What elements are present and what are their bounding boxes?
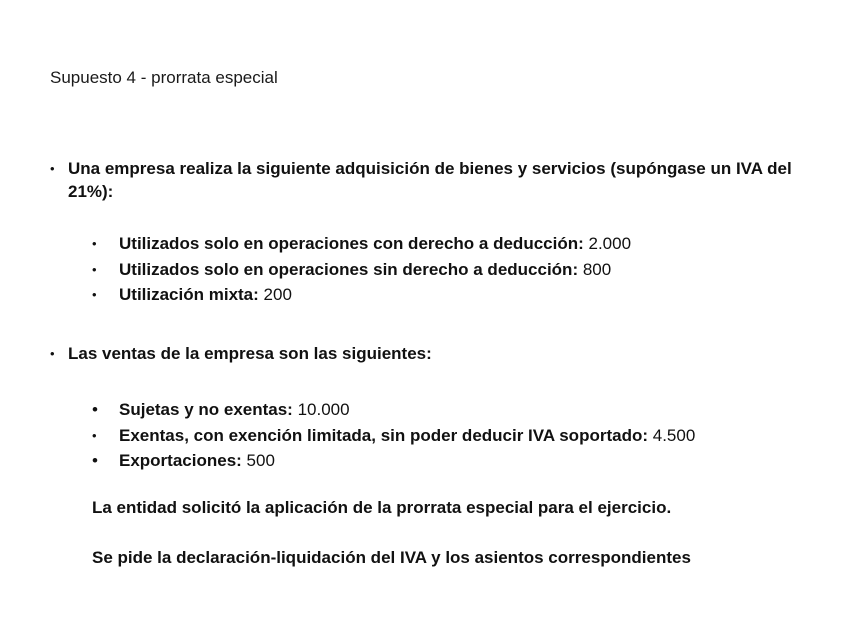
paragraph-prorrata-request: La entidad solicitó la aplicación de la prorrata especial para el ejercicio.: [92, 498, 672, 517]
list-item: [92, 282, 631, 308]
paragraph-task: Se pide la declaración-liquidación del IVA y los asientos correspondientes: [92, 548, 691, 567]
bullet-dot-icon: •: [92, 236, 97, 251]
item-label: Utilizados solo en operaciones con derecho a deducción:: [119, 234, 584, 253]
item-label: Utilización mixta:: [119, 285, 259, 304]
list-item: [92, 448, 695, 474]
item-value: 2.000: [588, 234, 632, 253]
list-item: [92, 397, 695, 423]
item-value: 200: [263, 285, 292, 304]
bullet-dot-icon: •: [92, 261, 97, 277]
item-value: 10.000: [297, 400, 350, 419]
list-item: [92, 257, 631, 283]
list-item: [92, 231, 631, 257]
sales-list: [92, 397, 695, 474]
bullet-text: Las ventas de la empresa son las siguientes:: [68, 344, 432, 363]
bullet-dot-icon: •: [92, 427, 97, 443]
purchases-list: [92, 231, 631, 308]
bullet-dot-icon: •: [50, 346, 55, 361]
bullet-text: Una empresa realiza la siguiente adquisición de bienes y servicios (supóngase un IVA del 21%):: [68, 159, 792, 201]
bullet-dot-icon: •: [92, 400, 98, 419]
item-label: Sujetas y no exentas:: [119, 400, 293, 419]
bullet-dot-icon: •: [50, 161, 55, 176]
bullet-dot-icon: •: [92, 287, 97, 302]
item-label: Exportaciones:: [119, 451, 242, 470]
list-item: [92, 423, 695, 449]
bullet-item-sales: [50, 342, 810, 365]
bullet-item-purchases: [50, 157, 810, 203]
slide-title: Supuesto 4 - prorrata especial: [50, 68, 278, 87]
item-label: Exentas, con exención limitada, sin poder deducir IVA soportado:: [119, 425, 648, 445]
item-value: 800: [582, 259, 612, 279]
item-value: 4.500: [652, 425, 696, 445]
item-value: 500: [246, 451, 275, 470]
item-label: Utilizados solo en operaciones sin derecho a deducción:: [119, 259, 579, 279]
bullet-dot-icon: •: [92, 451, 98, 470]
